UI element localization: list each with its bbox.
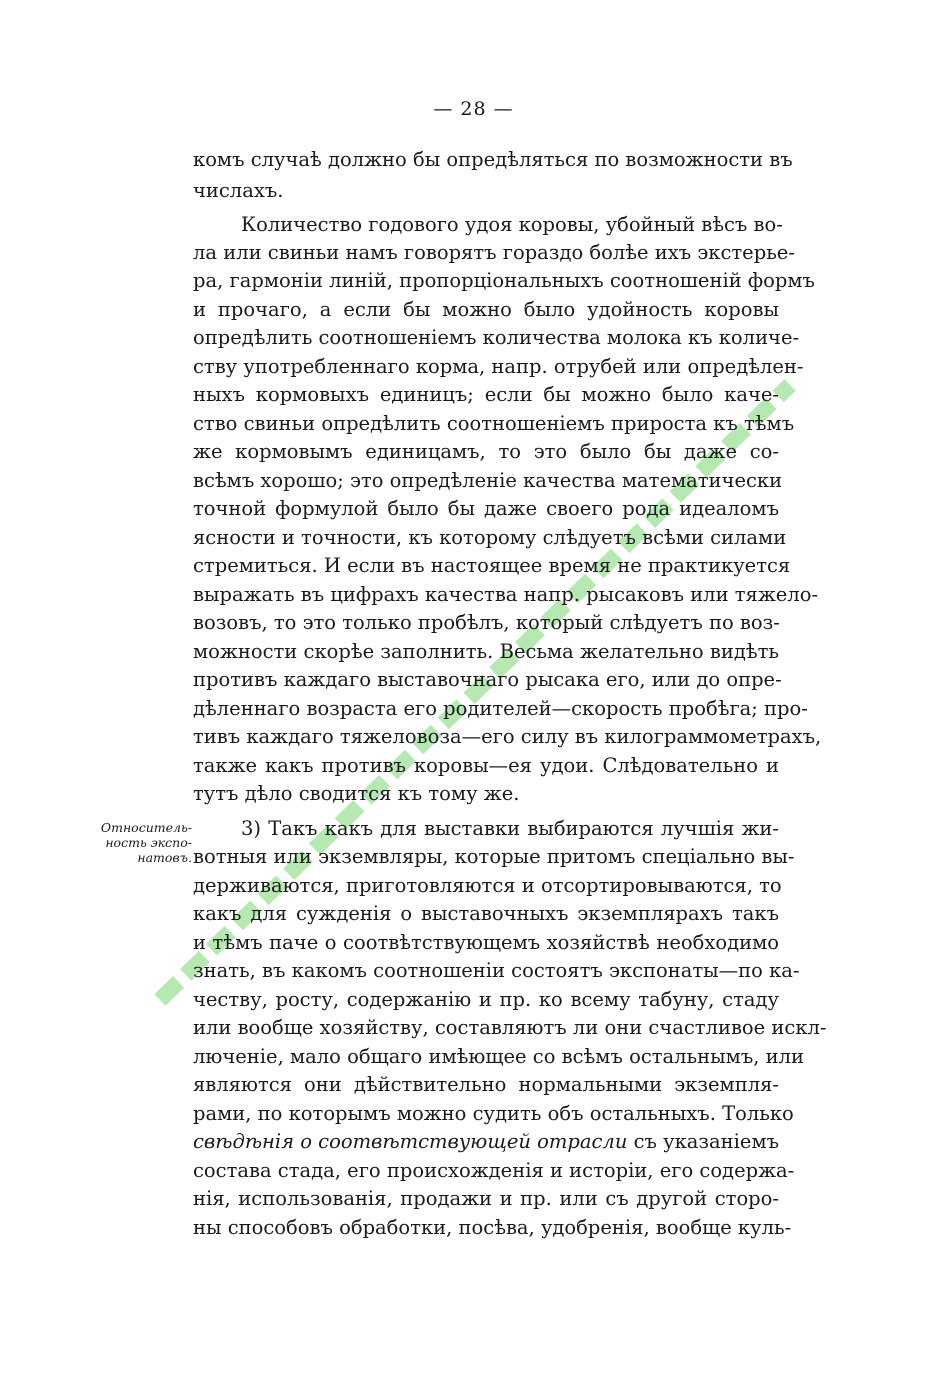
text-line: ство свиньи опредѣлить соотношеніемъ прироста къ тѣмъ <box>193 412 795 435</box>
text-line-mixed <box>193 1128 779 1156</box>
text-line: ству употребленнаго корма, напр. отрубей или опредѣлен- <box>193 355 804 378</box>
text-line: 3) Такъ какъ для выставки выбираются лучшія жи- <box>241 817 779 840</box>
text-line: возовъ, то это только пробѣлъ, который слѣдуетъ по воз- <box>193 611 780 634</box>
text-line: выражать въ цифрахъ качества напр. рысаковъ или тяжело- <box>193 583 819 606</box>
text-line: стремиться. И если въ настоящее время не практикуется <box>193 554 791 577</box>
page-number: — 28 — <box>433 98 514 120</box>
italic-phrase: свѣдѣнія о соотвѣтствующей отрасли <box>193 1130 628 1153</box>
text-line: же кормовымъ единицамъ, то это было бы даже со- <box>193 440 779 463</box>
text-line: дѣленнаго возраста его родителей—скорость пробѣга; про- <box>193 697 808 720</box>
text-line: ны способовъ обработки, посѣва, удобренія, вообще куль- <box>193 1216 792 1239</box>
margin-note-line: ность экспо- <box>105 835 192 850</box>
text-line: вотныя или экземвляры, которые притомъ спеціально вы- <box>193 845 795 868</box>
text-line: ра, гармоніи линій, пропорціональныхъ соотношеній формъ <box>193 269 815 292</box>
text-line: тивъ каждаго тяжеловоза—его силу въ килограммометрахъ, <box>193 725 822 748</box>
text-line: какъ для сужденія о выставочныхъ экземплярахъ такъ <box>193 902 779 925</box>
text-line: нія, использованія, продажи и пр. или съ другой сторо- <box>193 1187 779 1210</box>
margin-note <box>84 820 192 865</box>
text-line: и прочаго, а если бы можно было удойность коровы <box>193 298 779 321</box>
text-line: Количество годового удоя коровы, убойный вѣсъ во- <box>241 213 783 236</box>
text-line: тутъ дѣло сводится къ тому же. <box>193 782 520 805</box>
text-line: ныхъ кормовыхъ единицъ; если бы можно было каче- <box>193 383 779 406</box>
text-line: честву, росту, содержанію и пр. ко всему табуну, стаду <box>193 988 779 1011</box>
text-line: являются они дѣйствительно нормальными экземпля- <box>193 1073 779 1096</box>
text-line: числахъ. <box>193 179 284 202</box>
text-line: знать, въ какомъ соотношеніи состоятъ экспонаты—по ка- <box>193 959 800 982</box>
text-line: ла или свиньи намъ говорятъ гораздо болѣе ихъ экстерье- <box>193 241 795 264</box>
text-line: также какъ противъ коровы—ея удои. Слѣдовательно и <box>193 754 779 777</box>
margin-note-line: Относитель- <box>100 820 192 835</box>
text-line: и тѣмъ паче о соотвѣтствующемъ хозяйствѣ необходимо <box>193 931 779 954</box>
text-line: состава стада, его происхожденія и исторіи, его содержа- <box>193 1159 795 1182</box>
text-line: всѣмъ хорошо; это опредѣленіе качества математически <box>193 469 783 492</box>
text-line: рами, по которымъ можно судить объ остальныхъ. Только <box>193 1102 794 1125</box>
text-line: ясности и точности, къ которому слѣдуетъ всѣми силами <box>193 526 787 549</box>
text-line: точной формулой было бы даже своего рода идеаломъ <box>193 497 779 520</box>
text-line: люченіе, мало общаго имѣющее со всѣмъ остальнымъ, или <box>193 1045 805 1068</box>
text-line: комъ случаѣ должно бы опредѣляться по возможности въ <box>193 148 793 171</box>
text-line: противъ каждаго выставочнаго рысака его, или до опре- <box>193 668 782 691</box>
text-line: опредѣлить соотношеніемъ количества молока къ количе- <box>193 326 800 349</box>
text-fragment: съ указаніемъ <box>633 1130 780 1153</box>
text-line: держиваются, приготовляются и отсортировываются, то <box>193 874 782 897</box>
margin-note-line: натовъ. <box>137 850 192 865</box>
text-line: можности скорѣе заполнить. Весьма желательно видѣть <box>193 640 779 663</box>
text-line: или вообще хозяйству, составляютъ ли они счастливое искл- <box>193 1016 827 1039</box>
